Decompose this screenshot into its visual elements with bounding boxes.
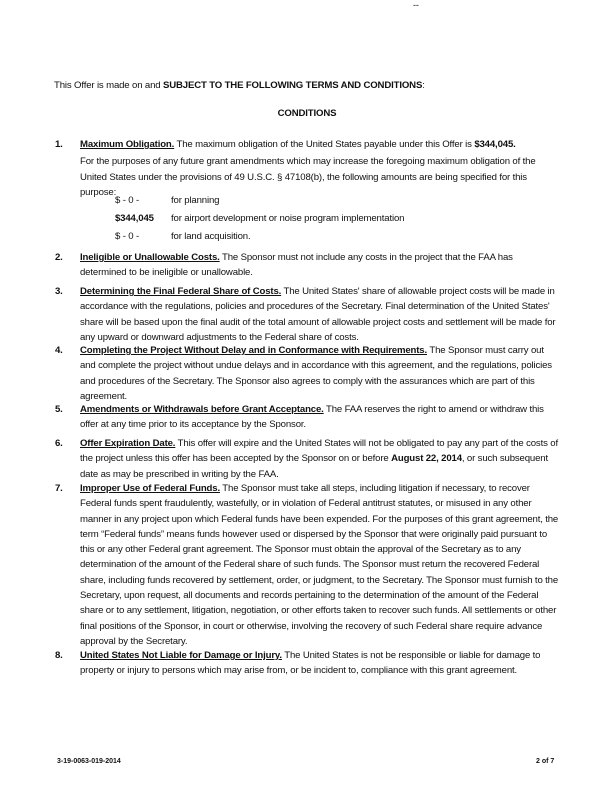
text-segment: The United States is not be responsible or liable for damage to property or injury to persons which may arise from, or be incident to, compliance with this grant agreement. bbox=[80, 650, 541, 677]
amount-value: $344,045 bbox=[115, 213, 154, 224]
document-number: 3-19-0063-019-2014 bbox=[57, 758, 121, 765]
condition-number: 7. bbox=[55, 483, 63, 494]
condition-item bbox=[55, 648, 560, 679]
condition-title: United States Not Liable for Damage or Injury. bbox=[80, 650, 282, 661]
text-segment: The maximum obligation of the United States payable under this Offer is bbox=[174, 139, 475, 150]
text-segment: This Offer is made on and bbox=[54, 80, 163, 91]
condition-item bbox=[55, 436, 560, 482]
text-segment: $344,045. bbox=[474, 139, 516, 150]
text-segment: The Sponsor must take all steps, including litigation if necessary, to recover Federal funds spent fraudulently, wastefully, or in violation of Federal antitrust statutes, or misused in any other manner in any project upon which Federal funds have been expended. For the purposes of this grant agreement, the term “Federal funds” means funds however used or dispersed by the Sponsor that were originally paid pursuant to this or any other Federal grant agreement. The Sponsor must obtain the approval of the Secretary as to any determination of the amount of the Federal share of such funds. The Sponsor must return the recovered Federal share, including funds recovered by settlement, order, or judgment, to the Secretary. The Sponsor must furnish to the Secretary, upon request, all documents and records pertaining to the determination of the amount of the Federal share or to any settlement, litigation, negotiation, or other efforts taken to recover such funds. All settlements or other final positions of the Sponsor, in court or otherwise, involving the recovery of such Federal share require advance approval by the Secretary. bbox=[80, 483, 559, 647]
amount-purpose: for airport development or noise program implementation bbox=[171, 213, 405, 224]
condition-item bbox=[55, 137, 560, 200]
condition-number: 6. bbox=[55, 438, 63, 449]
condition-item bbox=[55, 481, 560, 649]
amount-purpose: for planning bbox=[171, 195, 220, 206]
text-segment: August 22, 2014 bbox=[391, 453, 462, 465]
condition-number: 2. bbox=[55, 252, 63, 263]
page-number: 2 of 7 bbox=[536, 758, 555, 765]
condition-number: 8. bbox=[55, 650, 63, 661]
text-segment: This offer will expire and the United States will not be obligated to pay any part of the costs of the project unless this offer has been accepted by the Sponsor on or before bbox=[80, 438, 558, 465]
condition-item bbox=[55, 402, 560, 433]
amount-purpose: for land acquisition. bbox=[171, 231, 251, 242]
text-segment: , or such subsequent date as may be prescribed in writing by the FAA. bbox=[80, 453, 548, 480]
condition-item bbox=[55, 250, 560, 281]
condition-title: Completing the Project Without Delay and in Conformance with Requirements. bbox=[80, 345, 428, 356]
condition-title: Improper Use of Federal Funds. bbox=[80, 483, 220, 494]
condition-continuation: For the purposes of any future grant amendments which may increase the foregoing maximum obligation of the United States under the provisions of 49 U.S.C. § 47108(b), the following amounts are being specified for this purpose: bbox=[80, 156, 536, 198]
text-segment: The FAA reserves the right to amend or withdraw this offer at any time prior to its acceptance by the Sponsor. bbox=[80, 404, 544, 431]
condition-number: 5. bbox=[55, 404, 63, 415]
condition-item bbox=[55, 343, 560, 404]
condition-number: 4. bbox=[55, 345, 63, 356]
text-segment: The Sponsor must carry out and complete the project without undue delays and in accordance with this agreement, and the regulations, policies and procedures of the Secretary. The Sponsor also agrees to comply with the assurances which are part of this agreement. bbox=[80, 345, 552, 402]
text-segment: The United States' share of allowable project costs will be made in accordance with the regulations, policies and procedures of the Secretary. Final determination of the United States' share will be based upon the final audit of the total amount of allowable project costs and settlement will be made for any upward or downward adjustments to the Federal share of costs. bbox=[80, 286, 556, 343]
amount-value: $ - 0 - bbox=[115, 231, 140, 242]
text-segment: SUBJECT TO THE FOLLOWING TERMS AND CONDITIONS bbox=[162, 80, 423, 91]
condition-number: 1. bbox=[55, 139, 63, 150]
amount-value: $ - 0 - bbox=[115, 195, 140, 206]
condition-title: Ineligible or Unallowable Costs. bbox=[80, 252, 220, 263]
text-segment: : bbox=[422, 80, 425, 91]
condition-item bbox=[55, 284, 560, 345]
top-mark: -- bbox=[413, 0, 419, 10]
condition-number: 3. bbox=[55, 286, 63, 297]
condition-title: Offer Expiration Date. bbox=[80, 438, 176, 449]
intro-sentence bbox=[54, 80, 425, 91]
condition-title: Amendments or Withdrawals before Grant Acceptance. bbox=[80, 404, 324, 415]
condition-title: Maximum Obligation. bbox=[80, 139, 175, 150]
condition-title: Determining the Final Federal Share of Costs. bbox=[80, 286, 282, 297]
conditions-heading: CONDITIONS bbox=[277, 108, 337, 119]
text-segment: The Sponsor must not include any costs in the project that the FAA has determined to be ineligible or unallowable. bbox=[80, 252, 513, 279]
